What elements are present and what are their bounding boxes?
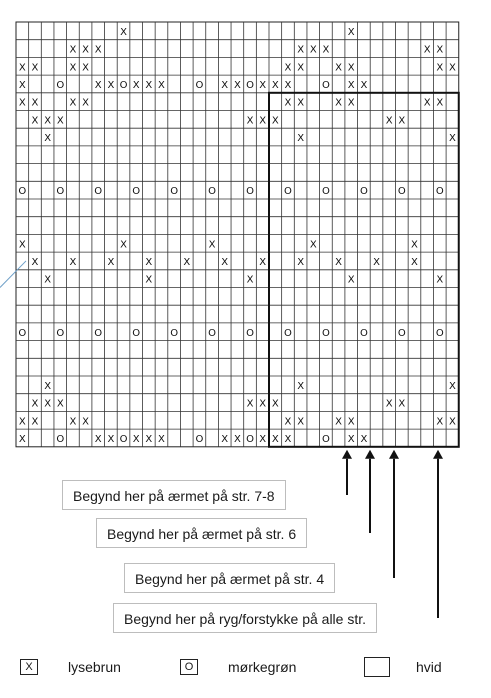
cell-x-mark: X xyxy=(297,133,305,145)
cell-x-mark: X xyxy=(31,115,39,127)
cell-x-mark: X xyxy=(145,256,153,268)
cell-x-mark: X xyxy=(297,380,305,392)
callout-size-6: Begynd her på ærmet på str. 6 xyxy=(96,518,307,548)
cell-x-mark: X xyxy=(271,398,279,410)
legend-empty-symbol xyxy=(364,657,390,677)
cell-o-mark: O xyxy=(246,79,254,91)
callout-all-sizes: Begynd her på ryg/forstykke på alle str. xyxy=(113,603,377,633)
cell-o-mark: O xyxy=(195,433,204,445)
cell-x-mark: X xyxy=(94,433,102,445)
cell-x-mark: X xyxy=(107,256,115,268)
cell-x-mark: X xyxy=(18,79,26,91)
cell-x-mark: X xyxy=(297,44,305,56)
cell-o-mark: O xyxy=(94,186,103,198)
cell-x-mark: X xyxy=(423,97,431,109)
cell-x-mark: X xyxy=(145,433,153,445)
cell-x-mark: X xyxy=(56,115,64,127)
cell-o-mark: O xyxy=(321,433,330,445)
cell-o-mark: O xyxy=(397,327,406,339)
cell-x-mark: X xyxy=(297,97,305,109)
cell-x-mark: X xyxy=(322,44,330,56)
cell-o-mark: O xyxy=(359,327,368,339)
cell-x-mark: X xyxy=(259,433,267,445)
cell-x-mark: X xyxy=(347,62,355,74)
cell-x-mark: X xyxy=(259,79,267,91)
cell-x-mark: X xyxy=(246,115,254,127)
cell-x-mark: X xyxy=(233,79,241,91)
arrow-head xyxy=(342,450,352,459)
cell-x-mark: X xyxy=(120,26,127,38)
callout-size-4: Begynd her på ærmet på str. 4 xyxy=(124,563,335,593)
cell-x-mark: X xyxy=(284,433,292,445)
legend-o-symbol: O xyxy=(180,659,198,675)
cell-x-mark: X xyxy=(107,433,115,445)
cell-x-mark: X xyxy=(271,79,279,91)
cell-o-mark: O xyxy=(435,327,444,339)
cell-x-mark: X xyxy=(335,256,343,268)
cell-x-mark: X xyxy=(347,79,355,91)
legend-x-symbol: X xyxy=(20,659,38,675)
cell-o-mark: O xyxy=(208,186,217,198)
cell-x-mark: X xyxy=(347,433,355,445)
cell-x-mark: X xyxy=(373,256,380,268)
cell-x-mark: X xyxy=(347,416,355,428)
cell-x-mark: X xyxy=(69,62,77,74)
cell-x-mark: X xyxy=(360,79,368,91)
cell-x-mark: X xyxy=(31,256,39,268)
cell-x-mark: X xyxy=(82,97,90,109)
cell-x-mark: X xyxy=(246,398,254,410)
cell-x-mark: X xyxy=(18,433,26,445)
cell-x-mark: X xyxy=(94,79,102,91)
cell-x-mark: X xyxy=(69,97,77,109)
cell-o-mark: O xyxy=(56,433,65,445)
arrow-head xyxy=(365,450,375,459)
cell-x-mark: X xyxy=(335,62,343,74)
cell-x-mark: X xyxy=(448,62,456,74)
cell-x-mark: X xyxy=(221,433,229,445)
cell-x-mark: X xyxy=(158,433,165,445)
cell-o-mark: O xyxy=(397,186,406,198)
cell-o-mark: O xyxy=(195,79,204,91)
cell-o-mark: O xyxy=(246,433,254,445)
cell-x-mark: X xyxy=(448,380,456,392)
cell-x-mark: X xyxy=(398,398,406,410)
cell-x-mark: X xyxy=(335,416,343,428)
cell-x-mark: X xyxy=(18,239,26,251)
cell-x-mark: X xyxy=(145,274,153,286)
cell-o-mark: O xyxy=(94,327,103,339)
cell-x-mark: X xyxy=(208,239,216,251)
cell-o-mark: O xyxy=(246,186,254,198)
cell-x-mark: X xyxy=(31,416,39,428)
arrow-head xyxy=(389,450,399,459)
cell-x-mark: X xyxy=(347,274,355,286)
cell-x-mark: X xyxy=(145,79,153,91)
cell-o-mark: O xyxy=(359,186,368,198)
cell-x-mark: X xyxy=(271,115,279,127)
cell-o-mark: O xyxy=(170,327,179,339)
cell-x-mark: X xyxy=(411,239,418,251)
cell-x-mark: X xyxy=(411,256,418,268)
cell-o-mark: O xyxy=(170,186,179,198)
cell-x-mark: X xyxy=(271,433,279,445)
cell-x-mark: X xyxy=(18,416,26,428)
cell-o-mark: O xyxy=(119,433,128,445)
cell-x-mark: X xyxy=(284,416,292,428)
cell-x-mark: X xyxy=(284,62,292,74)
cell-x-mark: X xyxy=(385,115,393,127)
legend-label-morkegron: mørkegrøn xyxy=(228,659,297,675)
cell-x-mark: X xyxy=(69,44,77,56)
cell-x-mark: X xyxy=(360,433,368,445)
cell-x-mark: X xyxy=(246,274,254,286)
legend xyxy=(12,656,482,682)
cell-x-mark: X xyxy=(309,44,317,56)
cell-x-mark: X xyxy=(233,433,241,445)
cell-o-mark: O xyxy=(18,186,27,198)
cell-o-mark: O xyxy=(246,327,254,339)
cell-x-mark: X xyxy=(44,274,52,286)
cell-x-mark: X xyxy=(448,133,456,145)
cell-x-mark: X xyxy=(132,433,140,445)
cell-x-mark: X xyxy=(436,44,444,56)
cell-x-mark: X xyxy=(107,79,115,91)
cell-x-mark: X xyxy=(436,62,444,74)
cell-x-mark: X xyxy=(69,256,77,268)
cell-x-mark: X xyxy=(335,97,343,109)
cell-x-mark: X xyxy=(398,115,406,127)
cell-o-mark: O xyxy=(56,186,65,198)
cell-x-mark: X xyxy=(259,256,267,268)
cell-x-mark: X xyxy=(309,239,317,251)
cell-x-mark: X xyxy=(18,62,26,74)
cell-x-mark: X xyxy=(436,416,444,428)
cell-x-mark: X xyxy=(423,44,431,56)
cell-o-mark: O xyxy=(321,327,330,339)
cell-o-mark: O xyxy=(56,327,65,339)
cell-o-mark: O xyxy=(56,79,65,91)
cell-x-mark: X xyxy=(44,380,52,392)
cell-x-mark: X xyxy=(284,97,292,109)
cell-o-mark: O xyxy=(132,186,141,198)
cell-o-mark: O xyxy=(18,327,27,339)
cell-x-mark: X xyxy=(297,256,305,268)
cell-x-mark: X xyxy=(297,416,305,428)
legend-label-lysebrun: lysebrun xyxy=(68,659,121,675)
cell-x-mark: X xyxy=(31,398,39,410)
cell-x-mark: X xyxy=(183,256,191,268)
cell-x-mark: X xyxy=(44,133,52,145)
cell-x-mark: X xyxy=(44,115,52,127)
legend-label-hvid: hvid xyxy=(416,659,442,675)
cell-x-mark: X xyxy=(94,44,102,56)
cell-x-mark: X xyxy=(69,416,77,428)
cell-x-mark: X xyxy=(347,26,355,38)
cell-x-mark: X xyxy=(120,239,127,251)
cell-o-mark: O xyxy=(208,327,217,339)
callout-size-7-8: Begynd her på ærmet på str. 7-8 xyxy=(62,480,286,510)
cell-x-mark: X xyxy=(44,398,52,410)
cell-x-mark: X xyxy=(31,97,39,109)
cell-x-mark: X xyxy=(82,62,90,74)
cell-x-mark: X xyxy=(82,44,90,56)
cell-o-mark: O xyxy=(321,79,330,91)
cell-x-mark: X xyxy=(82,416,90,428)
cell-x-mark: X xyxy=(259,398,267,410)
cell-x-mark: X xyxy=(436,97,444,109)
cell-o-mark: O xyxy=(119,79,128,91)
cell-x-mark: X xyxy=(31,62,39,74)
cell-x-mark: X xyxy=(132,79,140,91)
cell-x-mark: X xyxy=(221,256,229,268)
cell-o-mark: O xyxy=(284,327,292,339)
cell-o-mark: O xyxy=(321,186,330,198)
cell-x-mark: X xyxy=(284,79,292,91)
cell-x-mark: X xyxy=(221,79,229,91)
cell-o-mark: O xyxy=(132,327,141,339)
cell-x-mark: X xyxy=(347,97,355,109)
cell-x-mark: X xyxy=(297,62,305,74)
cell-x-mark: X xyxy=(436,274,444,286)
cell-x-mark: X xyxy=(56,398,64,410)
cell-o-mark: O xyxy=(435,186,444,198)
cell-o-mark: O xyxy=(284,186,292,198)
arrow-head xyxy=(433,450,443,459)
cell-x-mark: X xyxy=(158,79,165,91)
cell-x-mark: X xyxy=(385,398,393,410)
cell-x-mark: X xyxy=(18,97,26,109)
cell-x-mark: X xyxy=(448,416,456,428)
cell-x-mark: X xyxy=(259,115,267,127)
